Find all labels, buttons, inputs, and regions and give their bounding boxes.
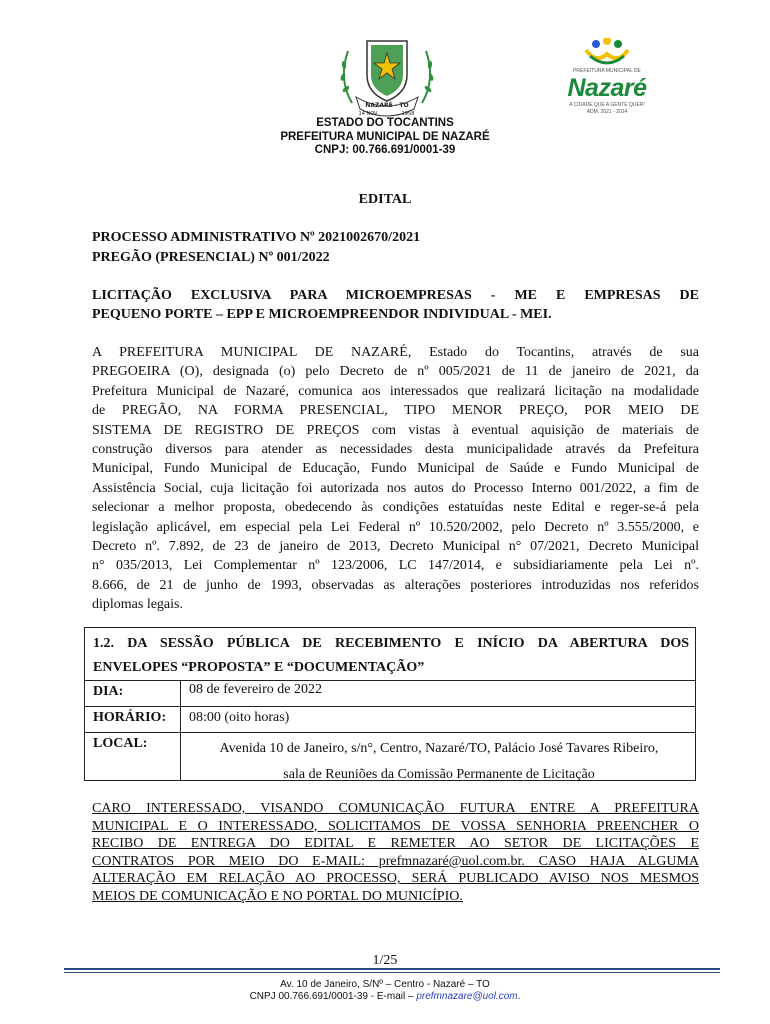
session-heading: 1.2. DA SESSÃO PÚBLICA DE RECEBIMENTO E INÍCIO DA ABERTURA DOS ENVELOPES “PROPOSTA” E “DOCUMENTAÇÃO”: [93, 636, 689, 675]
dia-value: 08 de fevereiro de 2022: [189, 682, 322, 697]
footer-contact: CNPJ 00.766.691/0001-39 - E-mail – prefmnazare@uol.com.: [249, 991, 521, 1002]
cnpj: CNPJ: 00.766.691/0001-39: [314, 144, 456, 156]
svg-text:NAZARÉ - TO: NAZARÉ - TO: [365, 102, 409, 109]
footer-divider: [64, 972, 720, 973]
pregao-number: PREGÃO (PRESENCIAL) Nº 001/2022: [92, 250, 330, 265]
processo-number: PROCESSO ADMINISTRATIVO Nº 2021002670/2021: [92, 230, 421, 245]
horario-label: HORÁRIO:: [93, 710, 167, 725]
prefeitura-name: PREFEITURA MUNICIPAL DE NAZARÉ: [280, 130, 490, 143]
footer-divider: [64, 968, 720, 970]
table-divider: [85, 732, 695, 733]
contact-notice: CARO INTERESSADO, VISANDO COMUNICAÇÃO FUTURA ENTRE A PREFEITURA MUNICIPAL E O INTERESSADO, SOLICITAMOS DE VOSSA SENHORIA PREENCHER O RECIBO DE ENTREGA DO EDITAL E REMETER AO SETOR DE LICITAÇÕES E CONTRATOS POR MEIO DO E-MAIL: prefmnazaré@uol.com.br. CASO HAJA ALGUMA ALTERAÇÃO EM RELAÇÃO AO PROCESSO, SERÁ PUBLICADO AVISO NOS MESMOS MEIOS DE COMUNICAÇÃO E NO PORTAL DO MUNICÍPIO.: [92, 801, 699, 904]
svg-text:14 NOV: 14 NOV: [358, 111, 378, 117]
footer-email-link[interactable]: prefmnazare@uol.com: [416, 991, 518, 1002]
table-column-divider: [180, 680, 181, 780]
page-title: EDITAL: [358, 192, 412, 207]
intro-paragraph: A PREFEITURA MUNICIPAL DE NAZARÉ, Estado do Tocantins, através de sua PREGOEIRA (O), designada (o) pelo Decreto de nº 005/2021 de 11 de janeiro de 2021, da Prefeitura Municipal de Nazaré, comunica aos interessados que realizará licitação na modalidade de PREGÃO, NA FORMA PRESENCIAL, TIPO MENOR PREÇO, POR MEIO DE SISTEMA DE REGISTRO DE PREÇOS com vistas à eventual aquisição de materiais de construção diversos para atender as necessidades desta municipalidade através da Prefeitura Municipal, Fundo Municipal de Educação, Fundo Municipal de Saúde e Fundo Municipal de Assistência Social, cuja licitação foi autorizada nos autos do Processo Interno 001/2022, a fim de selecionar a melhor proposta, obedecendo às condições estatuídas neste Edital e reger-se-á pela legislação aplicável, em especial pela Lei Federal nº 10.520/2002, pelo Decreto nº 3.555/2000, e Decreto nº. 7.892, de 23 de janeiro de 2013, Decreto Municipal n° 07/2021, Decreto Municipal n° 035/2013, Lei Complementar nº 123/2006, LC 147/2014, e subsidiariamente pela Lei nº. 8.666, de 21 de junho de 1993, observadas as alterações posteriores introduzidas nos referidos diplomas legais.: [92, 345, 699, 613]
licitacao-scope: LICITAÇÃO EXCLUSIVA PARA MICROEMPRESAS - ME E EMPRESAS DE PEQUENO PORTE – EPP E MICROEMPREENDOR INDIVIDUAL - MEI.: [92, 288, 699, 323]
local-label: LOCAL:: [93, 736, 148, 751]
state-name: ESTADO DO TOCANTINS: [316, 117, 454, 129]
svg-text:1958: 1958: [401, 111, 415, 117]
footer-address: Av. 10 de Janeiro, S/Nº – Centro - Nazaré – TO: [280, 979, 490, 990]
table-divider: [85, 706, 695, 707]
document-header: [0, 117, 770, 158]
table-divider: [85, 680, 695, 681]
page-footer: [0, 979, 770, 1003]
horario-value: 08:00 (oito horas): [189, 710, 290, 725]
municipal-seal: [334, 31, 440, 119]
session-info-table: [84, 627, 696, 781]
page-number: 1/25: [372, 953, 398, 968]
prefeitura-logo: PREFEITURA MUNICIPAL DE Nazaré A CIDADE QUE A GENTE QUER! ADM. 2021 - 2024: [546, 38, 668, 118]
local-value: Avenida 10 de Janeiro, s/n°, Centro, Nazaré/TO, Palácio José Tavares Ribeiro, sala de Reuniões da Comissão Permanente de Licitação: [219, 741, 659, 782]
dia-label: DIA:: [93, 684, 124, 699]
